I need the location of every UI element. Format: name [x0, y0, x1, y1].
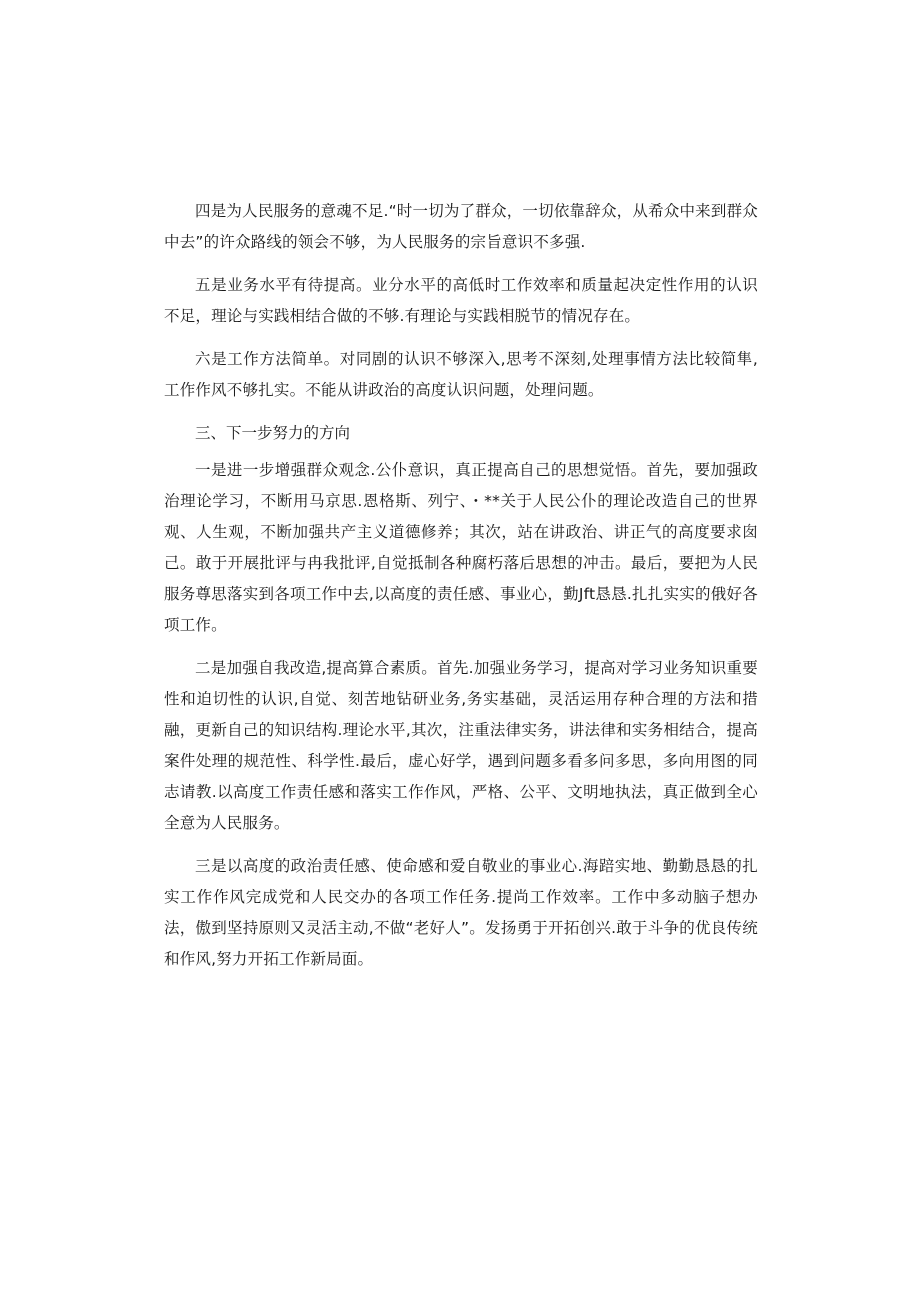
document-page: [164, 196, 758, 987]
direction-paragraph-3: 三是以高度的政治责任感、使命感和爱自敬业的事业心.海踣实地、勤勤恳恳的扎实工作作风完成党和人民交办的各项工作任务.提尚工作效率。工作中多动脑子想办法，傲到坚持原则又灵活主动,不做“老好人”。发扬勇于开拓创兴.敢于斗争的优良传统和作风,努力开拓工作新局面。: [164, 857, 758, 968]
direction-paragraph-1: 一是进一步增强群众观念.公仆意识，真正提高自己的思想觉悟。首先，要加强政治理论学习，不断用马京思.恩格斯、列宁、・**关于人民公仆的理论改造自己的世界观、人生观，不断加强共产主义道德修养；其次，站在讲政治、讲正气的高度要求囱己。敢于开展批评与冉我批评,自觉抵制各种腐朽落后思想的冲击。最后，要把为人民服务尊思落实到各项工作中去,以高度的责任感、事业心，勤Jft恳恳.扎扎实实的俄好各项工作。: [164, 461, 758, 634]
direction-paragraph-2: 二是加强自我改造,提高算合素质。首先.加强业务学习，提高对学习业务知识重要性和迫切性的认识,自觉、刻苦地钻研业务,务实基础，灵活运用存种合理的方法和措融，更新自己的知识结构.理论水平,其次，注重法律实务，讲法律和实务相结合，提高案件处理的规范性、科学性.最后，虚心好学，遇到问题多看多问多思，多向用图的同志请教.以高度工作责任感和落实工作作风，严格、公平、文明地执法，真正做到全心全意为人民服务。: [164, 659, 758, 832]
paragraph-4: 四是为人民服务的意魂不足.“时一切为了群众，一切依靠辞众，从希众中来到群众中去”的许众路线的领会不够，为人民服务的宗旨意识不多强.: [164, 202, 758, 251]
paragraph-6: 六是工作方法简单。对同剧的认识不够深入,思考不深刻,处理事情方法比较简隼,工作作风不够扎实。不能从讲政治的高度认识问题，处理问题。: [164, 350, 758, 399]
paragraph-5: 五是业务水平有待提高。业分水平的高低时工作效率和质量起决定性作用的认识不足，理论与实践相结合做的不够.有理论与实践相脱节的情况存在。: [164, 276, 758, 325]
section-heading: 三、下一步努力的方向: [195, 424, 351, 442]
